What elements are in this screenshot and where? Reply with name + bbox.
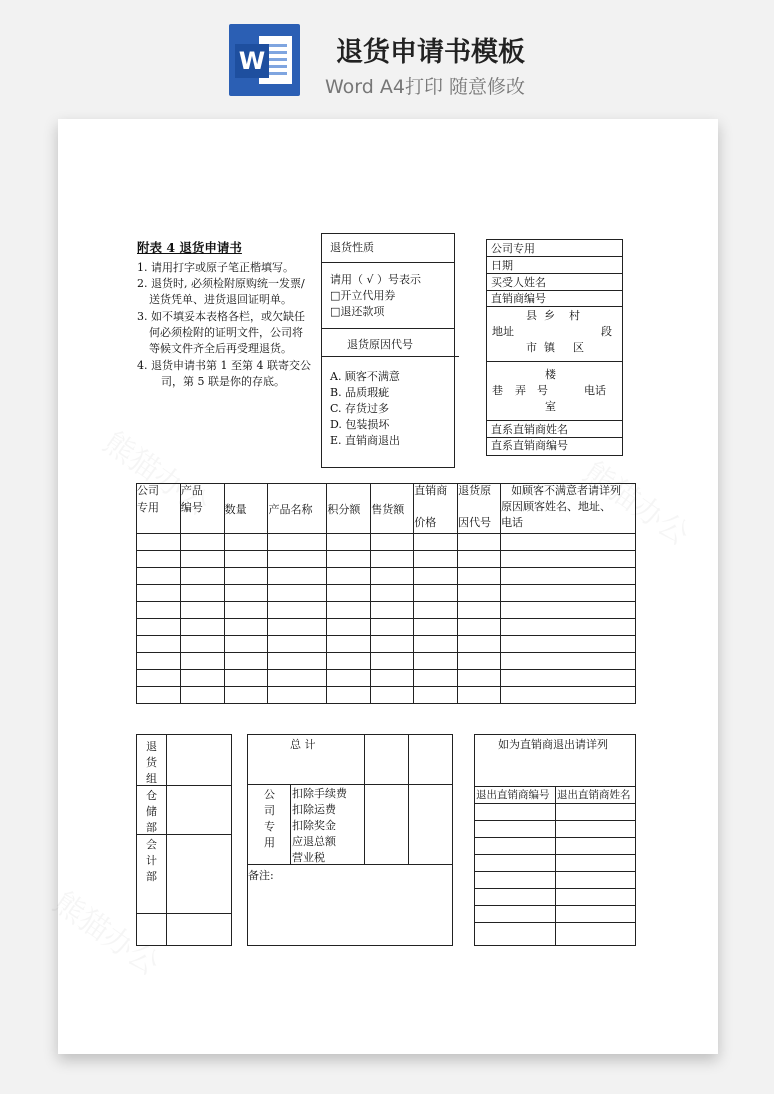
table-cell[interactable] <box>268 585 327 602</box>
table-cell[interactable] <box>371 602 414 619</box>
page-title: 退货申请书模板 <box>336 37 525 68</box>
table-cell[interactable] <box>224 568 268 585</box>
table-cell[interactable] <box>224 602 268 619</box>
table-cell[interactable] <box>224 670 268 687</box>
table-cell[interactable] <box>458 568 501 585</box>
deduction-item: 扣除奖金 <box>292 819 336 832</box>
table-cell[interactable] <box>414 602 458 619</box>
reason-item: D. 包装损坏 <box>330 418 390 431</box>
product-return-table <box>136 483 636 704</box>
table-cell[interactable] <box>224 636 268 653</box>
table-cell[interactable] <box>268 534 327 551</box>
table-cell[interactable] <box>371 534 414 551</box>
table-cell[interactable] <box>327 551 371 568</box>
address-township: 镇 <box>544 341 555 354</box>
table-row <box>137 619 636 636</box>
column-header: 退货原 因代号 <box>458 484 501 534</box>
table-cell[interactable] <box>180 585 224 602</box>
address-number: 号 <box>537 384 548 397</box>
option-voucher-checkbox[interactable]: □开立代用券 <box>330 289 396 302</box>
table-row <box>137 551 636 568</box>
instruction-line: 司，第 5 联是你的存底。 <box>161 375 285 388</box>
column-header: 直销商 价格 <box>414 484 458 534</box>
table-cell[interactable] <box>414 568 458 585</box>
table-cell[interactable] <box>137 687 181 704</box>
table-cell[interactable] <box>458 602 501 619</box>
exit-row-line <box>474 803 636 804</box>
table-cell[interactable] <box>458 653 501 670</box>
instruction-line: 4. 退货申请书第 1 至第 4 联寄交公 <box>137 359 311 372</box>
warehouse-label: 仓储部 <box>146 789 157 834</box>
table-row <box>137 568 636 585</box>
exit-row-line <box>474 854 636 855</box>
table-row <box>137 585 636 602</box>
exit-row-line <box>474 837 636 838</box>
table-cell[interactable] <box>327 636 371 653</box>
table-cell[interactable] <box>137 551 181 568</box>
recipient-name-label: 买受人姓名 <box>491 276 546 289</box>
reason-code-title: 退货原因代号 <box>347 338 413 351</box>
table-cell[interactable] <box>371 585 414 602</box>
remarks-label: 备注: <box>248 869 274 882</box>
table-cell[interactable] <box>180 670 224 687</box>
table-cell[interactable] <box>224 585 268 602</box>
table-cell[interactable] <box>414 636 458 653</box>
address-building: 楼 <box>545 368 556 381</box>
table-cell[interactable] <box>371 670 414 687</box>
table-cell[interactable] <box>501 568 636 585</box>
table-cell[interactable] <box>371 687 414 704</box>
instruction-line: 1. 请用打字或原子笔正楷填写。 <box>137 261 294 274</box>
address-district: 区 <box>573 341 584 354</box>
company-only-label: 公司专用 <box>491 242 535 255</box>
deduction-item: 营业税 <box>292 851 325 864</box>
table-cell[interactable] <box>414 670 458 687</box>
table-cell[interactable] <box>327 568 371 585</box>
table-row <box>137 653 636 670</box>
table-cell[interactable] <box>137 585 181 602</box>
deduction-item: 扣除手续费 <box>292 787 347 800</box>
table-cell[interactable] <box>414 653 458 670</box>
table-cell[interactable] <box>414 534 458 551</box>
table-cell[interactable] <box>327 534 371 551</box>
nature-title: 退货性质 <box>330 241 374 254</box>
table-header-row <box>137 484 636 534</box>
table-row <box>137 602 636 619</box>
table-cell[interactable] <box>137 534 181 551</box>
table-cell[interactable] <box>501 551 636 568</box>
table-cell[interactable] <box>268 568 327 585</box>
table-row <box>137 636 636 653</box>
deduction-item: 扣除运费 <box>292 803 336 816</box>
phone-label: 电话 <box>584 384 606 397</box>
table-cell[interactable] <box>458 585 501 602</box>
table-cell[interactable] <box>137 619 181 636</box>
table-cell[interactable] <box>371 653 414 670</box>
column-header: 如顾客不满意者请详列 原因顾客姓名、地址、 电话 <box>501 484 636 534</box>
address-city: 市 <box>526 341 537 354</box>
table-cell[interactable] <box>180 619 224 636</box>
address-county: 县 <box>526 309 537 322</box>
table-cell[interactable] <box>501 534 636 551</box>
instruction-line: 等候文件齐全后再受理退货。 <box>149 342 292 355</box>
table-cell[interactable] <box>458 636 501 653</box>
table-cell[interactable] <box>501 670 636 687</box>
upline-number-label: 直系直销商编号 <box>491 439 568 452</box>
accounting-label: 会计部 <box>146 838 157 883</box>
table-cell[interactable] <box>180 687 224 704</box>
address-town: 乡 <box>544 309 555 322</box>
table-cell[interactable] <box>224 653 268 670</box>
table-cell[interactable] <box>224 534 268 551</box>
exit-row-line <box>474 820 636 821</box>
address-section: 段 <box>601 325 612 338</box>
table-cell[interactable] <box>137 653 181 670</box>
deduction-item: 应退总额 <box>292 835 336 848</box>
table-cell[interactable] <box>371 551 414 568</box>
table-cell[interactable] <box>180 534 224 551</box>
exit-row-line <box>474 922 636 923</box>
reason-item: C. 存货过多 <box>330 402 390 415</box>
company-only-vertical-label: 公司专用 <box>264 788 275 849</box>
table-cell[interactable] <box>180 568 224 585</box>
address-room: 室 <box>545 400 556 413</box>
table-cell[interactable] <box>458 619 501 636</box>
table-cell[interactable] <box>458 551 501 568</box>
distributor-number-label: 直销商编号 <box>491 292 546 305</box>
instruction-line: 2. 退货时, 必须检附原购统一发票/ <box>137 277 305 290</box>
table-cell[interactable] <box>501 619 636 636</box>
address-lane: 巷 <box>492 384 503 397</box>
returns-group-label: 退货组 <box>146 740 157 785</box>
table-cell[interactable] <box>327 585 371 602</box>
column-header: 积分额 <box>327 484 371 534</box>
table-cell[interactable] <box>268 551 327 568</box>
address-alley: 弄 <box>515 384 526 397</box>
table-cell[interactable] <box>137 670 181 687</box>
table-cell[interactable] <box>224 551 268 568</box>
column-header: 产品名称 <box>268 484 327 534</box>
table-cell[interactable] <box>501 636 636 653</box>
exit-title: 如为直销商退出请详列 <box>498 738 608 751</box>
table-cell[interactable] <box>137 568 181 585</box>
table-cell[interactable] <box>268 636 327 653</box>
table-cell[interactable] <box>327 670 371 687</box>
table-cell[interactable] <box>327 653 371 670</box>
document-page <box>58 119 718 1054</box>
exit-row-line <box>474 888 636 889</box>
exit-name-header: 退出直销商姓名 <box>557 789 631 801</box>
upline-name-label: 直系直销商姓名 <box>491 423 568 436</box>
table-cell[interactable] <box>180 551 224 568</box>
table-cell[interactable] <box>268 653 327 670</box>
address-label: 地址 <box>492 325 514 338</box>
exit-row-line <box>474 905 636 906</box>
table-cell[interactable] <box>180 653 224 670</box>
table-cell[interactable] <box>224 619 268 636</box>
table-cell[interactable] <box>268 619 327 636</box>
table-cell[interactable] <box>501 585 636 602</box>
column-header: 数量 <box>224 484 268 534</box>
page-subtitle: Word A4打印 随意修改 <box>325 76 526 98</box>
address-village: 村 <box>569 309 580 322</box>
instruction-line: 何必须检附的证明文件，公司将 <box>149 326 303 339</box>
table-cell[interactable] <box>414 585 458 602</box>
table-cell[interactable] <box>268 687 327 704</box>
reason-item: A. 顾客不满意 <box>330 370 400 383</box>
column-header: 售货额 <box>371 484 414 534</box>
table-cell[interactable] <box>414 551 458 568</box>
instruction-line: 3. 如不填妥本表格各栏，或欠缺任 <box>137 310 305 323</box>
exit-row-line <box>474 871 636 872</box>
table-cell[interactable] <box>458 687 501 704</box>
table-cell[interactable] <box>371 619 414 636</box>
column-header: 产品 编号 <box>180 484 224 534</box>
table-cell[interactable] <box>180 602 224 619</box>
table-cell[interactable] <box>137 636 181 653</box>
reason-item: B. 品质瑕疵 <box>330 386 390 399</box>
table-cell[interactable] <box>371 568 414 585</box>
table-cell[interactable] <box>414 619 458 636</box>
table-cell[interactable] <box>501 602 636 619</box>
table-row <box>137 687 636 704</box>
table-cell[interactable] <box>414 687 458 704</box>
table-row <box>137 534 636 551</box>
date-label: 日期 <box>491 259 513 272</box>
table-cell[interactable] <box>180 636 224 653</box>
table-cell[interactable] <box>327 687 371 704</box>
table-cell[interactable] <box>268 602 327 619</box>
table-row <box>137 670 636 687</box>
table-cell[interactable] <box>268 670 327 687</box>
nature-prompt: 请用（ √ ）号表示 <box>330 273 422 286</box>
reason-item: E. 直销商退出 <box>330 434 401 447</box>
column-header: 公司 专用 <box>137 484 181 534</box>
exit-number-header: 退出直销商编号 <box>476 789 550 801</box>
table-cell[interactable] <box>458 534 501 551</box>
table-cell[interactable] <box>224 687 268 704</box>
instruction-line: 送货凭单、进货退回证明单。 <box>149 293 292 306</box>
table-cell[interactable] <box>501 653 636 670</box>
table-cell[interactable] <box>327 619 371 636</box>
table-cell[interactable] <box>371 636 414 653</box>
table-cell[interactable] <box>458 670 501 687</box>
total-label: 总 计 <box>290 738 316 751</box>
table-cell[interactable] <box>137 602 181 619</box>
word-document-icon: W <box>229 24 300 96</box>
table-cell[interactable] <box>327 602 371 619</box>
option-refund-checkbox[interactable]: □退还款项 <box>330 305 385 318</box>
table-cell[interactable] <box>501 687 636 704</box>
form-title: 附表 4 退货申请书 <box>137 240 242 255</box>
